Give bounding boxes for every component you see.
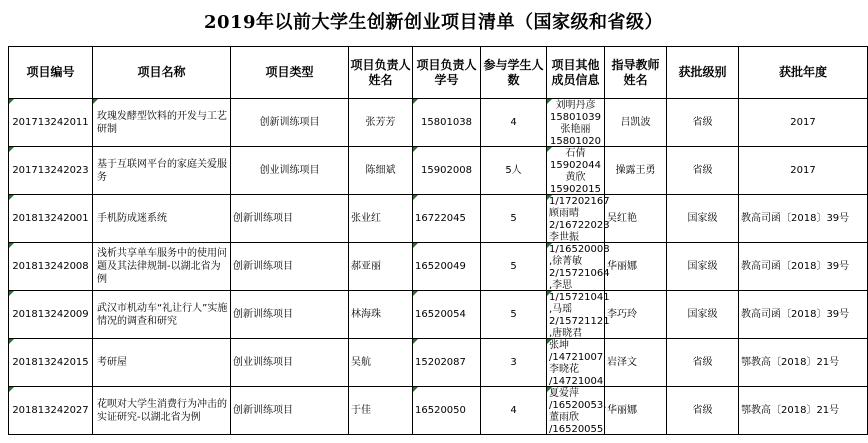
leader-name: 吴航 — [349, 339, 413, 387]
members-info: 夏爱萍 /16520053, 董雨欣 /16520055 — [549, 388, 607, 435]
approval-level: 国家级 — [667, 243, 739, 291]
project-name: 武汉市机动车“礼让行人”实施情况的调查和研究 — [93, 291, 231, 339]
approval-year: 教高司函〔2018〕39号 — [739, 243, 868, 291]
project-type: 创新训练项目 — [231, 195, 349, 243]
members-info: 刘明丹彦 15801039 张艳丽 15801020 — [550, 100, 601, 147]
leader-name: 张芳芳 — [349, 99, 413, 147]
table-row — [9, 195, 868, 243]
project-name: 浅析共享单车服务中的使用问题及其法律规制-以湖北省为例 — [93, 243, 231, 291]
advisor-name: 操露王勇 — [605, 147, 667, 195]
table-row — [9, 99, 868, 147]
header-cell: 项目类型 — [231, 47, 349, 99]
header-cell: 获批年度 — [739, 47, 868, 99]
leader-id: 16722045 — [413, 195, 481, 243]
leader-id: 16520050 — [413, 387, 481, 435]
header-cell: 项目编号 — [9, 47, 93, 99]
project-name: 玫瑰发酵型饮料的开发与工艺研制 — [93, 99, 231, 147]
table-row — [9, 243, 868, 291]
student-count: 5 — [481, 243, 547, 291]
table-row — [9, 291, 868, 339]
members-info: 1/16520008 ,徐菁敏 2/15721064 ,李思 — [549, 244, 610, 291]
project-type: 创新训练项目 — [231, 99, 349, 147]
approval-level: 省级 — [667, 99, 739, 147]
project-id: 201713242023 — [9, 147, 93, 195]
project-table — [8, 46, 868, 435]
table-row — [9, 339, 868, 387]
advisor-name: 李巧玲 — [605, 291, 667, 339]
header-cell: 参与学生人数 — [481, 47, 547, 99]
project-id: 201813242009 — [9, 291, 93, 339]
header-cell: 项目负责人学号 — [413, 47, 481, 99]
members-info: 石倩 15902044 黄欣 15902015 — [550, 148, 601, 195]
project-type: 创新训练项目 — [231, 243, 349, 291]
project-name: 基于互联网平台的家庭关爱服务 — [93, 147, 231, 195]
members-info: 张坤 /14721007 李晓花 /14721004 — [549, 340, 604, 387]
leader-id: 15202087 — [413, 339, 481, 387]
leader-name: 郝亚丽 — [349, 243, 413, 291]
project-type: 创新训练项目 — [231, 291, 349, 339]
leader-name: 于佳 — [349, 387, 413, 435]
approval-year: 教高司函〔2018〕39号 — [739, 291, 868, 339]
advisor-name: 华丽娜 — [605, 243, 667, 291]
project-name: 手机防成迷系统 — [93, 195, 231, 243]
project-type: 创业训练项目 — [231, 147, 349, 195]
approval-level: 国家级 — [667, 291, 739, 339]
leader-name: 陈细斌 — [349, 147, 413, 195]
approval-year: 鄂教高〔2018〕21号 — [739, 387, 868, 435]
project-id: 201813242027 — [9, 387, 93, 435]
leader-name: 张业红 — [349, 195, 413, 243]
header-cell: 项目负责人姓名 — [349, 47, 413, 99]
advisor-name: 华丽娜 — [605, 387, 667, 435]
leader-id: 15801038 — [413, 99, 481, 147]
advisor-name: 吴红艳 — [605, 195, 667, 243]
header-cell: 获批级别 — [667, 47, 739, 99]
student-count: 5 — [481, 195, 547, 243]
advisor-name: 吕凯波 — [605, 99, 667, 147]
project-type: 创新训练项目 — [231, 387, 349, 435]
leader-id: 16520049 — [413, 243, 481, 291]
leader-id: 15902008 — [413, 147, 481, 195]
members-info: 1/15721041 ,马瑶 2/15721121 ,唐晓君 — [549, 292, 610, 339]
page-title: 2019年以前大学生创新创业项目清单（国家级和省级） — [203, 12, 664, 33]
members-info: 1/17202167 顾雨晴 2/16722023 李世振 — [549, 196, 610, 243]
leader-name: 林海珠 — [349, 291, 413, 339]
student-count: 3 — [481, 339, 547, 387]
approval-year: 教高司函〔2018〕39号 — [739, 195, 868, 243]
leader-id: 16520054 — [413, 291, 481, 339]
header-cell: 项目名称 — [93, 47, 231, 99]
student-count: 5 — [481, 291, 547, 339]
approval-year: 2017 — [739, 147, 868, 195]
project-id: 201813242001 — [9, 195, 93, 243]
header-cell: 指导教师姓名 — [605, 47, 667, 99]
approval-level: 省级 — [667, 387, 739, 435]
approval-level: 国家级 — [667, 195, 739, 243]
approval-level: 省级 — [667, 147, 739, 195]
project-name: 花呗对大学生消费行为冲击的实证研究-以湖北省为例 — [93, 387, 231, 435]
project-id: 201713242011 — [9, 99, 93, 147]
header-cell: 项目其他成员信息 — [547, 47, 605, 99]
approval-year: 鄂教高〔2018〕21号 — [739, 339, 868, 387]
table-row — [9, 147, 868, 195]
table-row — [9, 387, 868, 435]
student-count: 4 — [481, 99, 547, 147]
approval-level: 省级 — [667, 339, 739, 387]
project-id: 201813242015 — [9, 339, 93, 387]
student-count: 5人 — [481, 147, 547, 195]
header-row — [9, 47, 868, 99]
advisor-name: 岩泽文 — [605, 339, 667, 387]
approval-year: 2017 — [739, 99, 868, 147]
student-count: 4 — [481, 387, 547, 435]
project-type: 创业训练项目 — [231, 339, 349, 387]
project-id: 201813242008 — [9, 243, 93, 291]
project-name: 考研屋 — [93, 339, 231, 387]
